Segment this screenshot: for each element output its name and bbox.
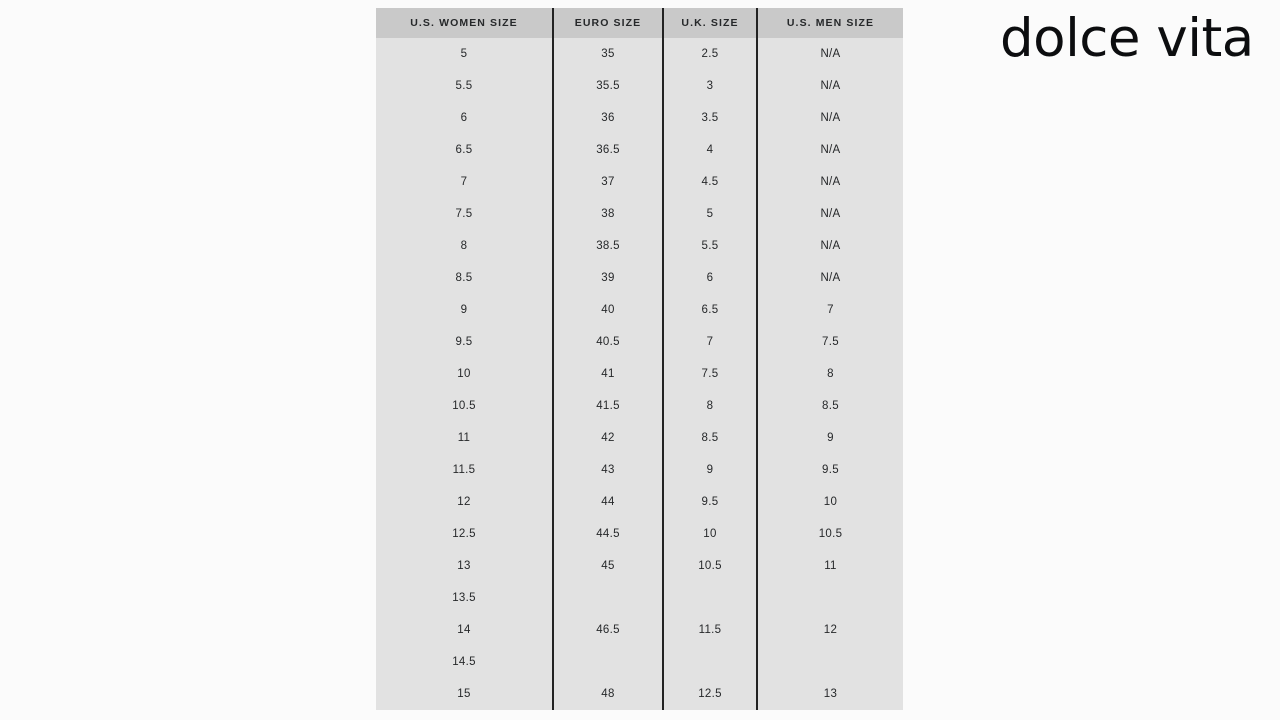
cell-uk [663, 646, 757, 678]
cell-uk: 4 [663, 134, 757, 166]
cell-uk: 8.5 [663, 422, 757, 454]
cell-us-women: 10 [376, 358, 553, 390]
column-header-us-men: U.S. MEN SIZE [757, 8, 903, 38]
table-header-row [376, 8, 903, 38]
cell-us-men: N/A [757, 70, 903, 102]
table-row [376, 38, 903, 70]
cell-us-men [757, 582, 903, 614]
cell-uk: 7.5 [663, 358, 757, 390]
cell-us-women: 12.5 [376, 518, 553, 550]
cell-us-men: 8 [757, 358, 903, 390]
table-row [376, 422, 903, 454]
table-row [376, 198, 903, 230]
cell-euro: 41 [553, 358, 663, 390]
table-row [376, 166, 903, 198]
cell-us-men: 13 [757, 678, 903, 710]
cell-euro: 44 [553, 486, 663, 518]
table-row [376, 678, 903, 710]
table-row [376, 454, 903, 486]
cell-euro: 42 [553, 422, 663, 454]
cell-us-men [757, 646, 903, 678]
table-row [376, 518, 903, 550]
cell-us-women: 11.5 [376, 454, 553, 486]
cell-euro: 41.5 [553, 390, 663, 422]
cell-uk: 6.5 [663, 294, 757, 326]
cell-us-men: N/A [757, 262, 903, 294]
cell-euro: 40 [553, 294, 663, 326]
table-row [376, 326, 903, 358]
cell-euro: 35.5 [553, 70, 663, 102]
table-row [376, 358, 903, 390]
brand-logo: dolce vita [1000, 8, 1254, 69]
cell-euro: 40.5 [553, 326, 663, 358]
cell-uk: 3 [663, 70, 757, 102]
cell-us-women: 14 [376, 614, 553, 646]
cell-us-women: 9.5 [376, 326, 553, 358]
cell-us-men: 8.5 [757, 390, 903, 422]
cell-uk: 11.5 [663, 614, 757, 646]
cell-uk: 10 [663, 518, 757, 550]
cell-uk: 2.5 [663, 38, 757, 70]
cell-uk: 5 [663, 198, 757, 230]
cell-euro: 37 [553, 166, 663, 198]
cell-uk: 8 [663, 390, 757, 422]
cell-us-women: 13.5 [376, 582, 553, 614]
cell-us-women: 14.5 [376, 646, 553, 678]
cell-us-men: N/A [757, 230, 903, 262]
cell-us-men: N/A [757, 198, 903, 230]
cell-us-men: 9.5 [757, 454, 903, 486]
column-header-us-women: U.S. WOMEN SIZE [376, 8, 553, 38]
table-row [376, 582, 903, 614]
cell-us-men: N/A [757, 102, 903, 134]
cell-us-men: 7 [757, 294, 903, 326]
table-row [376, 230, 903, 262]
cell-us-women: 5.5 [376, 70, 553, 102]
table-row [376, 70, 903, 102]
table-row [376, 134, 903, 166]
cell-uk: 3.5 [663, 102, 757, 134]
cell-euro [553, 646, 663, 678]
cell-uk: 9.5 [663, 486, 757, 518]
cell-us-women: 6.5 [376, 134, 553, 166]
cell-us-women: 12 [376, 486, 553, 518]
cell-us-men: N/A [757, 166, 903, 198]
cell-uk: 5.5 [663, 230, 757, 262]
cell-uk: 12.5 [663, 678, 757, 710]
cell-euro: 38 [553, 198, 663, 230]
cell-us-women: 10.5 [376, 390, 553, 422]
table-row [376, 486, 903, 518]
cell-uk: 9 [663, 454, 757, 486]
cell-us-men: N/A [757, 38, 903, 70]
cell-us-men: 10 [757, 486, 903, 518]
cell-uk: 7 [663, 326, 757, 358]
table-row [376, 550, 903, 582]
cell-euro: 36.5 [553, 134, 663, 166]
cell-euro: 38.5 [553, 230, 663, 262]
table-row [376, 614, 903, 646]
size-chart-table [376, 8, 903, 710]
cell-euro: 48 [553, 678, 663, 710]
cell-us-women: 15 [376, 678, 553, 710]
cell-euro: 46.5 [553, 614, 663, 646]
cell-uk: 6 [663, 262, 757, 294]
cell-uk [663, 582, 757, 614]
cell-euro: 45 [553, 550, 663, 582]
table-row [376, 646, 903, 678]
table-row [376, 390, 903, 422]
cell-us-women: 5 [376, 38, 553, 70]
cell-us-men: N/A [757, 134, 903, 166]
cell-euro: 35 [553, 38, 663, 70]
cell-us-men: 12 [757, 614, 903, 646]
cell-euro [553, 582, 663, 614]
cell-uk: 10.5 [663, 550, 757, 582]
size-chart-container [376, 8, 903, 710]
table-row [376, 294, 903, 326]
cell-us-men: 11 [757, 550, 903, 582]
cell-us-women: 11 [376, 422, 553, 454]
cell-uk: 4.5 [663, 166, 757, 198]
cell-us-women: 6 [376, 102, 553, 134]
cell-euro: 39 [553, 262, 663, 294]
cell-us-women: 8 [376, 230, 553, 262]
cell-us-men: 7.5 [757, 326, 903, 358]
cell-us-women: 13 [376, 550, 553, 582]
table-row [376, 102, 903, 134]
cell-us-women: 8.5 [376, 262, 553, 294]
cell-euro: 36 [553, 102, 663, 134]
cell-us-women: 7 [376, 166, 553, 198]
column-header-euro: EURO SIZE [553, 8, 663, 38]
cell-euro: 44.5 [553, 518, 663, 550]
cell-us-women: 9 [376, 294, 553, 326]
cell-euro: 43 [553, 454, 663, 486]
cell-us-men: 9 [757, 422, 903, 454]
table-row [376, 262, 903, 294]
cell-us-men: 10.5 [757, 518, 903, 550]
column-header-uk: U.K. SIZE [663, 8, 757, 38]
cell-us-women: 7.5 [376, 198, 553, 230]
